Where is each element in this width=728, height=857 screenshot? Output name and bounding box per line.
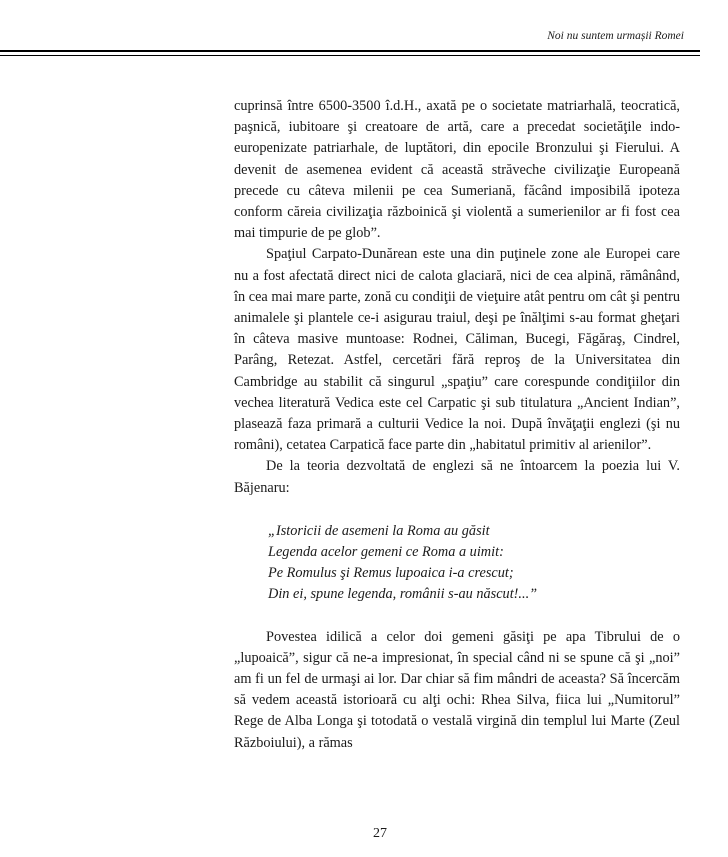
poem-line-2: Legenda acelor gemeni ce Roma a uimit: bbox=[268, 544, 504, 561]
running-header: Noi nu suntem urmașii Romei bbox=[547, 30, 684, 42]
paragraph-3: De la teoria dezvoltată de englezi să ne întoarcem la poezia lui V. Băjenaru: bbox=[234, 458, 680, 496]
header-rule-thin bbox=[0, 55, 700, 56]
poem-line-4: Din ei, spune legenda, românii s-au născut!...” bbox=[268, 586, 538, 603]
poem-quote bbox=[234, 521, 680, 606]
page-body bbox=[234, 96, 680, 754]
paragraph-2: Spaţiul Carpato-Dunărean este una din puţinele zone ale Europei care nu a fost afectată direct nici de calota glaciară, nici de cea alpină, rămânând, în cea mai mare parte, zonă cu condiţii de vieţuire atât pentru om cât şi pentru animalele şi plantele ce-i asigurau traiul, deşi pe înălţimi s-au format gheţari în câteva masive muntoase: Rodnei, Căliman, Bucegi, Făgăraş, Cindrel, Parâng, Retezat. Astfel, cercetări fără reproş de la Universitatea din Cambridge au stabilit că singurul „spaţiu” care corespunde condiţiilor din vechea literatură Vedica este cel Carpatic şi sub titulatura „Ancient Indian”, plasează faza primară a culturii Vedice la noi. După învăţaţii englezi (şi nu români), cetatea Carpatică face parte din „habitatul primitiv al arienilor”. bbox=[234, 246, 680, 454]
page-number: 27 bbox=[373, 826, 387, 841]
paragraph-4: Povestea idilică a celor doi gemeni găsiţi pe apa Tibrului de o „lupoaică”, sigur că ne-a impresionat, în special când ni se spune că şi „noi” am fi un fel de urmaşi ai lor. Dar chiar să fim mândri de aceasta? Să încercăm să vedem această istorioară cu alţi ochi: Rhea Silva, fiica lui „Numitorul” Rege de Alba Longa şi totodată o vestală virgină din templul lui Marte (Zeul Războiului), a rămas bbox=[234, 628, 680, 751]
header-rule-thick bbox=[0, 50, 700, 52]
poem-line-3: Pe Romulus şi Remus lupoaica i-a crescut; bbox=[268, 565, 514, 582]
paragraph-1: cuprinsă între 6500-3500 î.d.H., axată pe o societate matriarhală, teocratică, paşnică, iubitoare şi creatoare de artă, care a precedat societăţile indo-europenizate patriarhale, de luptători, din epocile Bronzului şi Fierului. A devenit de asemenea evident că această străveche civilizaţie Europeană precede cu câteva milenii pe cea Sumeriană, făcând imposibilă ipoteza conform căreia civilizaţia războinică şi violentă a sumerienilor ar fi fost cea mai timpurie de pe glob”. bbox=[234, 98, 680, 242]
poem-line-1: „Istoricii de asemeni la Roma au găsit bbox=[268, 522, 490, 539]
